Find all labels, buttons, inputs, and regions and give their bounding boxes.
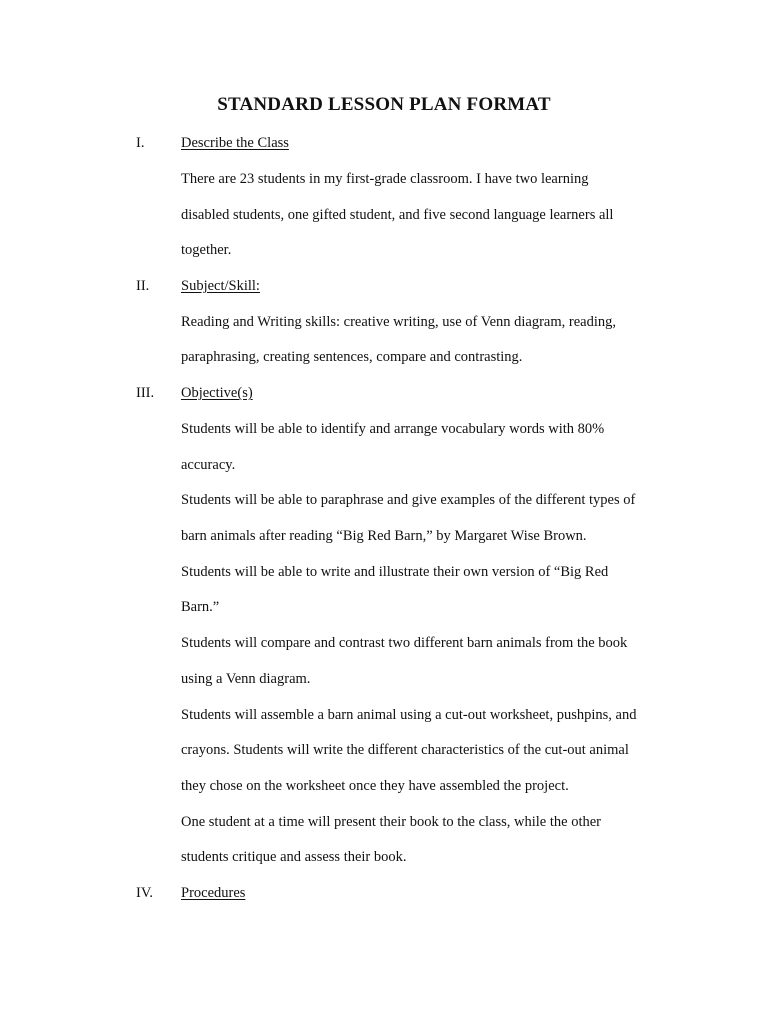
- paragraph-line: One student at a time will present their book to the class, while the other: [181, 814, 601, 830]
- page-title: STANDARD LESSON PLAN FORMAT: [217, 94, 551, 115]
- section-heading-describe-class: Describe the Class: [181, 135, 289, 151]
- paragraph-line: using a Venn diagram.: [181, 671, 311, 687]
- paragraph-line: paraphrasing, creating sentences, compare and contrasting.: [181, 349, 523, 365]
- paragraph-line: students critique and assess their book.: [181, 849, 407, 865]
- section-number: IV.: [136, 885, 154, 901]
- paragraph-line: Students will assemble a barn animal using a cut-out worksheet, pushpins, and: [181, 707, 637, 723]
- section-number: I.: [136, 135, 145, 151]
- paragraph-line: accuracy.: [181, 457, 236, 473]
- paragraph-line: There are 23 students in my first-grade classroom. I have two learning: [181, 171, 589, 187]
- paragraph-line: Reading and Writing skills: creative writing, use of Venn diagram, reading,: [181, 314, 616, 330]
- paragraph-line: Students will be able to identify and arrange vocabulary words with 80%: [181, 421, 605, 437]
- paragraph-line: together.: [181, 242, 232, 258]
- paragraph-line: barn animals after reading “Big Red Barn,” by Margaret Wise Brown.: [181, 528, 587, 544]
- section-heading-objectives: Objective(s): [181, 385, 253, 401]
- section-heading-subject-skill: Subject/Skill:: [181, 278, 260, 294]
- section-number: II.: [136, 278, 150, 294]
- paragraph-line: they chose on the worksheet once they have assembled the project.: [181, 778, 569, 794]
- paragraph-line: Barn.”: [181, 599, 220, 615]
- paragraph-line: Students will compare and contrast two different barn animals from the book: [181, 635, 628, 651]
- paragraph-line: crayons. Students will write the different characteristics of the cut-out animal: [181, 742, 629, 758]
- section-number: III.: [136, 385, 155, 401]
- paragraph-line: Students will be able to write and illustrate their own version of “Big Red: [181, 564, 609, 580]
- paragraph-line: disabled students, one gifted student, and five second language learners all: [181, 207, 614, 223]
- paragraph-line: Students will be able to paraphrase and give examples of the different types of: [181, 492, 636, 508]
- section-heading-procedures: Procedures: [181, 885, 246, 901]
